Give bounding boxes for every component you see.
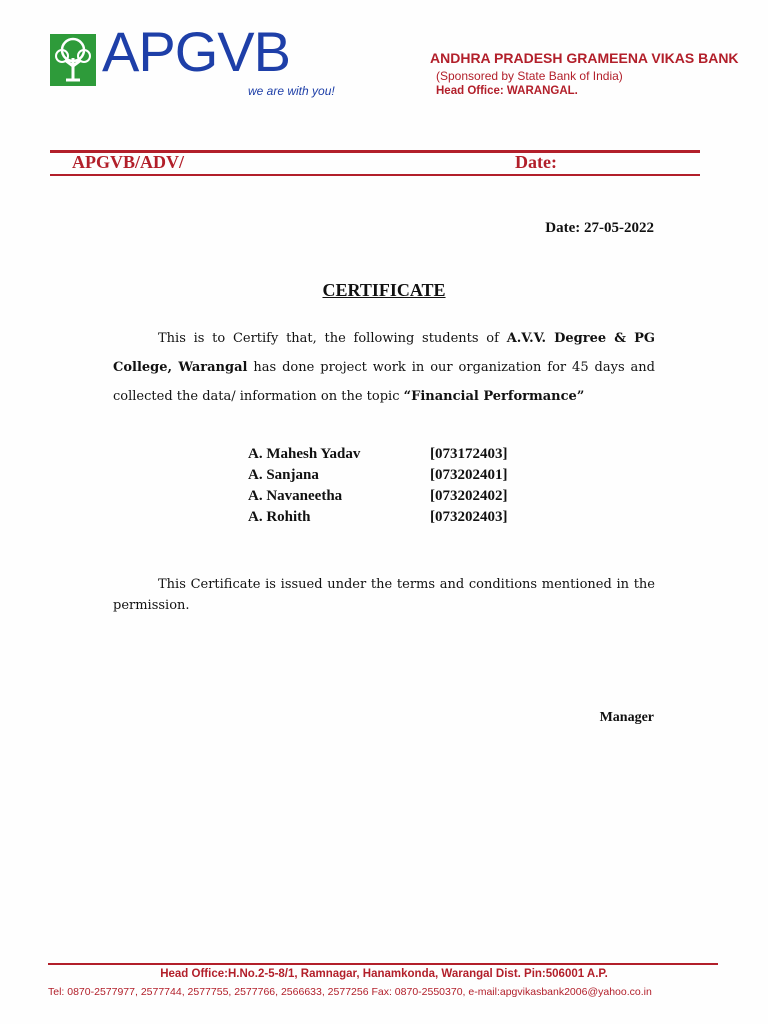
student-row xyxy=(248,465,508,486)
body-text-2: has done project work in our organization for 45 days and collected the data/ information on the topic xyxy=(113,360,655,404)
apgvb-logo xyxy=(50,20,340,100)
student-name: A. Navaneetha xyxy=(248,488,343,504)
terms-paragraph: This Certificate is issued under the terms and conditions mentioned in the permission. xyxy=(113,577,655,613)
body-text-1: This is to Certify that, the following students of xyxy=(158,331,507,346)
letterhead-date-label: Date: xyxy=(515,152,557,172)
head-office-line: Head Office: WARANGAL. xyxy=(436,85,578,97)
college-name: A.V.V. Degree & PG College, Warangal xyxy=(113,331,655,375)
header-rule-bottom xyxy=(50,174,700,176)
student-row xyxy=(248,507,508,528)
student-list xyxy=(248,444,508,528)
student-id: [073202401] xyxy=(430,467,508,483)
logo-wordmark: APGVB xyxy=(102,20,290,83)
footer-contact: Tel: 0870-2577977, 2577744, 2577755, 2577766, 2566633, 2577256 Fax: 0870-2550370, e-mail:apgvikasbank2006@yahoo.co.in xyxy=(48,986,652,998)
footer-address: Head Office:H.No.2-5-8/1, Ramnagar, Hanamkonda, Warangal Dist. Pin:506001 A.P. xyxy=(160,968,608,980)
student-name: A. Rohith xyxy=(248,509,311,525)
student-row xyxy=(248,486,508,507)
signatory: Manager xyxy=(599,710,654,725)
student-name: A. Sanjana xyxy=(248,467,319,483)
certificate-date: Date: 27-05-2022 xyxy=(545,220,654,236)
student-name: A. Mahesh Yadav xyxy=(248,446,361,462)
certificate-body-paragraph xyxy=(113,324,655,411)
certificate-title: CERTIFICATE xyxy=(322,280,446,300)
student-id: [073172403] xyxy=(430,446,508,462)
footer-rule xyxy=(48,963,718,965)
sponsor-line: (Sponsored by State Bank of India) xyxy=(436,69,623,83)
bank-header xyxy=(430,50,760,98)
logo-tagline: we are with you! xyxy=(248,84,335,98)
reference-number-label: APGVB/ADV/ xyxy=(72,152,184,172)
bank-name: ANDHRA PRADESH GRAMEENA VIKAS BANK xyxy=(430,50,739,66)
project-topic: “Financial Performance” xyxy=(403,389,585,404)
student-row xyxy=(248,444,508,465)
tree-logo-icon xyxy=(50,34,96,86)
student-id: [073202403] xyxy=(430,509,508,525)
student-id: [073202402] xyxy=(430,488,508,504)
